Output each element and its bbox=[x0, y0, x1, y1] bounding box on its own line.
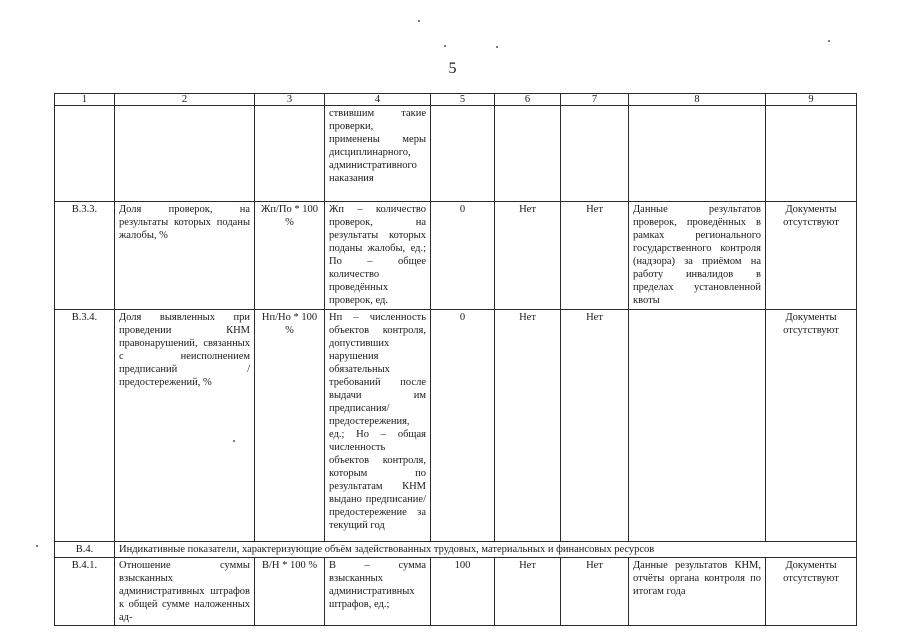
row-name: Доля выявленных при проведении КНМ правонарушений, связанных с неисполнением предписаний / предостережений, % bbox=[115, 310, 255, 542]
header-cell: 8 bbox=[629, 94, 766, 106]
section-title: Индикативные показатели, характеризующие объём задействованных трудовых, материальных и финансовых ресурсов bbox=[115, 542, 857, 558]
row-c8: Данные результатов КНМ, отчёты органа контроля по итогам года bbox=[629, 558, 766, 626]
header-cell: 7 bbox=[561, 94, 629, 106]
row-c6: Нет bbox=[495, 310, 561, 542]
header-cell: 5 bbox=[431, 94, 495, 106]
row-c6: Нет bbox=[495, 202, 561, 310]
row-c7: Нет bbox=[561, 558, 629, 626]
row-name bbox=[115, 106, 255, 202]
scan-speck bbox=[444, 45, 446, 47]
table-row bbox=[55, 310, 857, 542]
row-c5: 100 bbox=[431, 558, 495, 626]
row-c9: Документы отсутствуют bbox=[766, 202, 857, 310]
row-description: ствившим такие проверки, применены меры дисциплинарного, административного наказания bbox=[325, 106, 431, 202]
scan-speck bbox=[233, 440, 235, 442]
row-formula: В/Н * 100 % bbox=[255, 558, 325, 626]
header-cell: 1 bbox=[55, 94, 115, 106]
row-c5 bbox=[431, 106, 495, 202]
scan-speck bbox=[828, 40, 830, 42]
row-formula bbox=[255, 106, 325, 202]
row-c8 bbox=[629, 310, 766, 542]
row-c9 bbox=[766, 106, 857, 202]
row-code: В.4.1. bbox=[55, 558, 115, 626]
row-c8 bbox=[629, 106, 766, 202]
header-cell: 9 bbox=[766, 94, 857, 106]
row-c6: Нет bbox=[495, 558, 561, 626]
header-cell: 4 bbox=[325, 94, 431, 106]
table-header-row bbox=[55, 94, 857, 106]
row-c7: Нет bbox=[561, 202, 629, 310]
header-cell: 3 bbox=[255, 94, 325, 106]
row-c6 bbox=[495, 106, 561, 202]
header-cell: 2 bbox=[115, 94, 255, 106]
row-c5: 0 bbox=[431, 202, 495, 310]
section-code: В.4. bbox=[55, 542, 115, 558]
scan-speck bbox=[496, 46, 498, 48]
table-row bbox=[55, 202, 857, 310]
row-description: Нп – численность объектов контроля, допустивших нарушения обязательных требований после выдачи им предписания/ предостережения, ед.; Но – общая численность объектов контроля, которым по результатам КНМ выдано предписание/ предостережение за текущий год bbox=[325, 310, 431, 542]
table-row bbox=[55, 106, 857, 202]
row-name: Доля проверок, на результаты которых поданы жалобы, % bbox=[115, 202, 255, 310]
header-cell: 6 bbox=[495, 94, 561, 106]
row-c7: Нет bbox=[561, 310, 629, 542]
row-code: В.3.3. bbox=[55, 202, 115, 310]
row-formula: Жп/По * 100 % bbox=[255, 202, 325, 310]
row-c9: Документы отсутствуют bbox=[766, 310, 857, 542]
scan-speck bbox=[418, 20, 420, 22]
row-c8: Данные результатов проверок, проведённых в рамках регионального государственного контроля (надзора) за приёмом на работу инвалидов в пределах установленной квоты bbox=[629, 202, 766, 310]
row-c5: 0 bbox=[431, 310, 495, 542]
row-c9: Документы отсутствуют bbox=[766, 558, 857, 626]
scan-speck bbox=[36, 545, 38, 547]
row-description: Жп – количество проверок, на результаты которых поданы жалобы, ед.; По – общее количество проведённых проверок, ед. bbox=[325, 202, 431, 310]
row-formula: Нп/Но * 100 % bbox=[255, 310, 325, 542]
row-code bbox=[55, 106, 115, 202]
row-description: В – сумма взысканных административных штрафов, ед.; bbox=[325, 558, 431, 626]
page-number: 5 bbox=[448, 60, 457, 77]
row-code: В.3.4. bbox=[55, 310, 115, 542]
table-row bbox=[55, 558, 857, 626]
row-name: Отношение суммы взысканных административных штрафов к общей сумме наложенных ад- bbox=[115, 558, 255, 626]
table-section-row bbox=[55, 542, 857, 558]
row-c7 bbox=[561, 106, 629, 202]
indicator-table bbox=[54, 93, 857, 626]
